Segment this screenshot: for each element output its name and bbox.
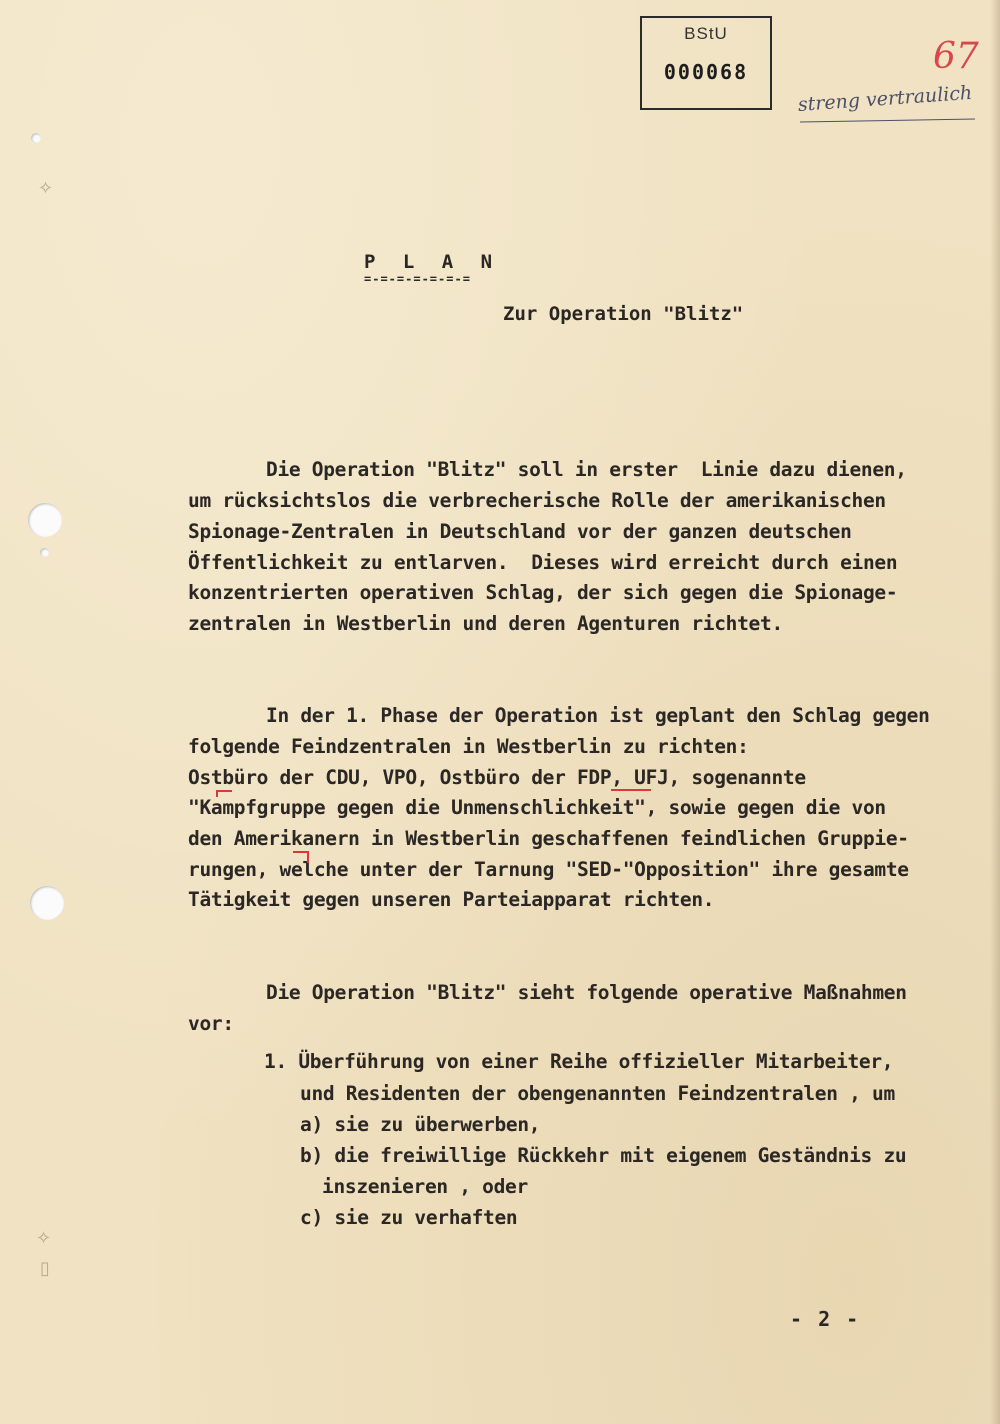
red-mark-kampfgruppe bbox=[216, 790, 232, 797]
stamp-number: 000068 bbox=[663, 60, 749, 84]
paper-mark-bottom-2: ▯ bbox=[40, 1258, 50, 1279]
archive-stamp bbox=[640, 16, 772, 110]
handwritten-page-number: 67 bbox=[933, 36, 979, 77]
handwritten-note: streng vertraulich bbox=[797, 81, 973, 116]
document-title: P L A N bbox=[364, 251, 501, 273]
list-item: und Residenten der obengenannten Feindzentralen , um bbox=[300, 1082, 895, 1105]
punch-hole-small-mid bbox=[40, 548, 49, 557]
punch-hole-upper bbox=[28, 503, 62, 537]
paragraph1-line: konzentrierten operativen Schlag, der sich gegen die Spionage- bbox=[188, 581, 898, 604]
paragraph3-line: vor: bbox=[188, 1012, 234, 1035]
paragraph1-line: Spionage-Zentralen in Deutschland vor der ganzen deutschen bbox=[188, 520, 852, 543]
list-item: a) sie zu überwerben, bbox=[300, 1113, 541, 1136]
paragraph2-line: Tätigkeit gegen unseren Parteiapparat richten. bbox=[188, 888, 715, 911]
paragraph2-line: den Amerikanern in Westberlin geschaffenen feindlichen Gruppie- bbox=[188, 827, 909, 850]
paragraph1-line: um rücksichtslos die verbrecherische Rolle der amerikanischen bbox=[188, 489, 886, 512]
paragraph1-line: Öffentlichkeit zu entlarven. Dieses wird erreicht durch einen bbox=[188, 551, 898, 574]
document-subtitle: Zur Operation "Blitz" bbox=[503, 303, 744, 325]
paragraph2-line: rungen, welche unter der Tarnung "SED-"Opposition" ihre gesamte bbox=[188, 858, 909, 881]
title-underline: =-=-=-=-=-=-= bbox=[364, 272, 471, 286]
red-mark-sed bbox=[293, 851, 309, 863]
paragraph2-line: In der 1. Phase der Operation ist geplant den Schlag gegen bbox=[266, 704, 930, 727]
list-item: inszenieren , oder bbox=[322, 1175, 528, 1198]
red-underline-fdp bbox=[611, 789, 651, 791]
paragraph1-line: Die Operation "Blitz" soll in erster Linie dazu dienen, bbox=[266, 458, 907, 481]
stamp-label: BStU bbox=[684, 24, 728, 43]
paper-mark-top: ✧ bbox=[38, 178, 54, 199]
paper-mark-bottom: ✧ bbox=[36, 1228, 52, 1249]
punch-hole-small-top bbox=[31, 133, 41, 143]
list-item: c) sie zu verhaften bbox=[300, 1206, 518, 1229]
list-item: 1. Überführung von einer Reihe offizieller Mitarbeiter, bbox=[264, 1050, 894, 1073]
punch-hole-lower bbox=[30, 886, 64, 920]
paragraph2-line: folgende Feindzentralen in Westberlin zu richten: bbox=[188, 735, 749, 758]
handwritten-note-underline bbox=[800, 118, 975, 122]
paragraph2-line: Ostbüro der CDU, VPO, Ostbüro der FDP, UFJ, sogenannte bbox=[188, 766, 806, 789]
paragraph3-line: Die Operation "Blitz" sieht folgende operative Maßnahmen bbox=[266, 981, 907, 1004]
paragraph1-line: zentralen in Westberlin und deren Agenturen richtet. bbox=[188, 612, 783, 635]
list-item: b) die freiwillige Rückkehr mit eigenem Geständnis zu bbox=[300, 1144, 907, 1167]
page-number: - 2 - bbox=[790, 1307, 861, 1331]
page-edge-shadow bbox=[990, 0, 1000, 1424]
paragraph2-line: "Kampfgruppe gegen die Unmenschlichkeit", sowie gegen die von bbox=[188, 796, 886, 819]
